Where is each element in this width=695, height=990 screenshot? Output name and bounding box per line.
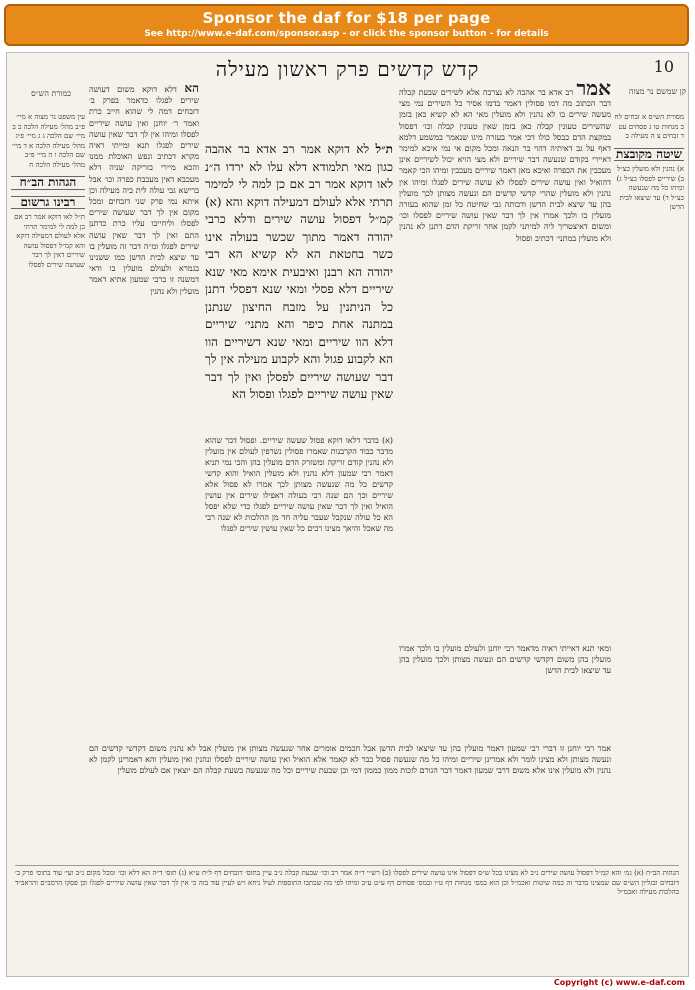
shita-text: א) נהנין ולא מועלין כצ״ל ב) שיריים לפסלו כצ״ל ג) ומיהו כל מה שנעשה כצ״ל ד) עד שיצאו לבית הדשן <box>616 165 684 211</box>
sponsor-subtitle[interactable]: See http://www.e-daf.com/sponsor.asp - or click the sponsor button - for details <box>144 29 549 39</box>
footer-notes: הגהות הב״ח (א) גמ׳ והא קמ״ל דפסול עושה שירים נ״ב לא מצינו בכל ש״ס דפסול אינו עושה שירים לפסלו (ב) רש״י ד״ה אמר רב וכו׳ שבעת קבלה נ״ב עיין בתוס׳ דזבחים דף ל״ח ע״א (ג) תוס׳ ד״ה הא דלא וכו׳ ומכל מקום נ״ב ועי׳ עוד בתוס׳ פרק ב׳ דזבחים ובגליון הש״ס שם שמצינו בדבר זה כמה שיטות ואכמ״ל וכן הוא במס׳ מנחות דף ט״ו ובמס׳ פסחים דף ע״ט ע״ב ומיהו לפי מה שכתבו התוספות לעיל ניחא ויש לעיין עוד בזה כי אין לך דבר שאין עושה שיריים לפגלו וכן פסקו הרמב״ם והראב״ד בהלכות מעילה ואכמ״ל <box>15 865 679 965</box>
sponsor-title[interactable]: Sponsor the daf for $18 per page <box>202 9 491 27</box>
page-number: 10 <box>653 57 674 76</box>
tosafot-text: דלא דוקא משום דעושה שירים לפגלו כדאמר בפרק ב׳ דזבחים דמה לי שהוא חייב כרת ואמר ר׳ יוחנן ואין עושה שיריים לפסלו ומיהו אין לך דבר שאין עושה שירים לפגלו תנא ומייתי ראיה מקרא דכתיב ונפש האוכלת ממנו והכא מיירי בזריקה שניה דלא מעכבא דאין מעכבת כפרה וכו׳ אבל ברישא גבי עולה לית ביה מעילה וכן איתא נמי פרק שני דזבחים ומכל מקום אין לך דבר שעושה שירים לפסלו וליחייבו עליו כרת כדתנן התם ואין לך דבר שאין עושה שירים לפגלו ומ״ה דבר זה מועלין בו עד שיצא לבית הדשן כמו ששנינו בגמרא ולעולם מועלין בו ודאי דמשנה זו כרבי שמעון אתיא דאמר מועלין ולא נהנין <box>89 85 199 296</box>
edge-label-left: כמורת הש״ס <box>31 89 71 98</box>
left-margin <box>11 113 85 858</box>
rashi-lead-word: אמר <box>576 83 611 100</box>
tosafot-column <box>89 83 199 743</box>
lower-right-commentary: ומאי תנא דאייתי ראיה מדאמר רבי יוחנן ולעולם מועלין בו ולכך אמרו מועלין בהן משום דקדשי קדשים הם ונעשה מצותן ולכך מועלין בהן עד שיצאו לבית הדשן <box>399 644 611 675</box>
gershom-text: ת״ל לאו דוקא אמר רב אם כן למה לי למימר תרתי אלא לעולם דמעילה דוקא והא קמ״ל דפסול עושה שיריים דאין לך דבר שעושה שירים לפסלו <box>14 213 85 269</box>
gemara-text: לא דוקא אמר רב אדא בר אהבה כגון מאי תלמודא דלא עלו לא ירדו ה״נ לאו דוקא אמר רב אם כן למה לי למימר תרתי אלא לעולם דמעילה דוקא והא (א) קמ״ל דפסול עושה שירים ודלא כרבי יהודה דאמר מתוך שכשר בעולה אינו כשר בחטאת הא לא קשיא הא רבי יהודה הא רבנן ואיבעית אימא מאי שנא שיריים דלא פסלי ומאי שנא דפסלי דתנן כל הניתנין על מזבח החיצון שנתנן במתנה אחת כיפר והא מתני׳ שיריים דלא הוו שיריים ומאי שנא דשיריים הוו הא לקבוע פגול והא לקבוע מעילה אין לך דבר שעושה שיריים לפסלן ואין לך דבר שאין עושה שיריים לפגלו ופסול הא <box>205 142 393 401</box>
haggahot-heading: הגהות הב״ח <box>11 176 85 190</box>
lower-center-commentary: (א) בדבר דלאו דוקא פסול שעשה שיריים. ופסול דבר שהוא מדבר כבוד הקרבנות שאמרו פסולין נשרפין לעולם אין מועלין ולא נהנין קודם זריקה ומשזרק הדם מועלין בהן והכי נמי תניא דאמר רבי שמעון דלא נהנין ולא מועלין הואיל והוא קדשי קדשים כל מה שנעשה מצותן לכך אמרו לא פסול אלא שיריים וכך הם שנה רבי בעולה דאפילו שירים אין עושין הואיל ואין לך דבר שאין עושה שיריים לפגלו כדי שלא יפסל הא כל עולה שנקבל שעבר עליה חד מן ההלכות לא שנה רבי מה שאכל והיאך מצינו רבים כל שאין עושין שירים לפגלו <box>205 436 393 533</box>
talmud-page <box>6 52 689 977</box>
gemara-text-block <box>205 141 393 431</box>
bottom-commentary: אמר רבי יוחנן זו דברי רבי שמעון דאמר מועלין בהן עד שיצאו לבית הדשן אבל חכמים אומרים אחר שנעשה מצותן אין מועלין אבל לא נהנין משום דקדשי קדשים הם ונעשה מצותן ולא מצינו לומר ולא אמרינן שיריים ומיהו כל מה שנעשה פסול כבר לא קאמר אלא הואיל ואין עושה שיריים לפסלו ונהנין ואין מועלין והא דאמרינן לקמן לא נהנין ולא מועלין אינו אלא משום דרבי שמעון דאמר דבר הגורם לזכות ממון כממון דמי וכן שבעת שיריים וכל מה שנעשה בשעת קבלה הם יוצאין אם לעולם מועלין <box>89 744 611 775</box>
right-margin-refs: מסורת הש״ס א זבחים לח ב מנחות טו ג פסחים עט ד זבחים צ ה מעילה ב <box>614 113 684 140</box>
gershom-heading: רבינו גרשום <box>11 196 85 210</box>
left-margin-refs: עין משפט נר מצוה א מיי׳ פ״ב מהל׳ מעילה הלכה ב ב מיי׳ שם הלכה ג ג מיי׳ פ״ג מהל׳ מעילה הלכה א ד מיי׳ שם הלכה ו ה מיי׳ פ״ב מהל׳ מעילה הלכה ח <box>11 113 85 169</box>
tosafot-lead-word: הא <box>184 83 199 95</box>
sponsor-banner[interactable] <box>4 4 689 46</box>
shita-heading: שיטה מקובצת <box>614 148 684 162</box>
rashi-text: רב אדא בר אהבה לא נצרכה אלא לשירים שבעת קבלה דבר הכתוב מה דמו פסולין דאמר בדמו אסיר כל השירים נמי מצי מעשה שירים בו לא נהנין ולא מועלין מאי הא לא קשיא כאן בזמן שהשירים טעונין קבלה כאן בזמן שאין טעונין קבלה וכו׳ דפסול במקצת הדם כבסל כולו דכי אמר בעזרה מיגו שנאמר במשמע דלמא דאף על גב דאיתיה דהוי בר הנאה ומכל מקום אי נמי איכא למימר דאיירי בקודם שנעשה דבר שיריים ולא מצי הויא יכול לשיריים אינן מעכבין את הכפרה ואיכא מאן דאמר שיריים מעכבין ומיהו הכי קאמר דהואיל ואין עושה שירים לפסלו לא עושה שירים לפגלו ומיהו אין נהנין ולא מועלין שהרי קדשי קדשים הם ונעשה מצותן לכך מועלין בהן עד שיצא לבית הדשן ודכותה גבי שחיטה כל זמן שהוא בעזרה מועלין בו ולכך אמרו אין לך דבר שאין עושה שיריים לפסלו וכו׳ ומשום דאיצטריך ליה למיתני לקמן אחר זריקת הדם דתנן לא נהנין ולא מועלין במתני׳ דכתיב ופסול <box>399 88 611 243</box>
rashi-column <box>399 83 611 643</box>
gemara-lead-word: ת״ל <box>375 142 393 156</box>
edge-label-right: קן שמשם נר מצוה <box>628 87 686 96</box>
right-margin <box>614 113 684 858</box>
copyright-notice[interactable]: Copyright (c) www.e-daf.com <box>553 978 685 987</box>
running-title: קדש קדשים פרק ראשון מעילה <box>215 57 480 81</box>
